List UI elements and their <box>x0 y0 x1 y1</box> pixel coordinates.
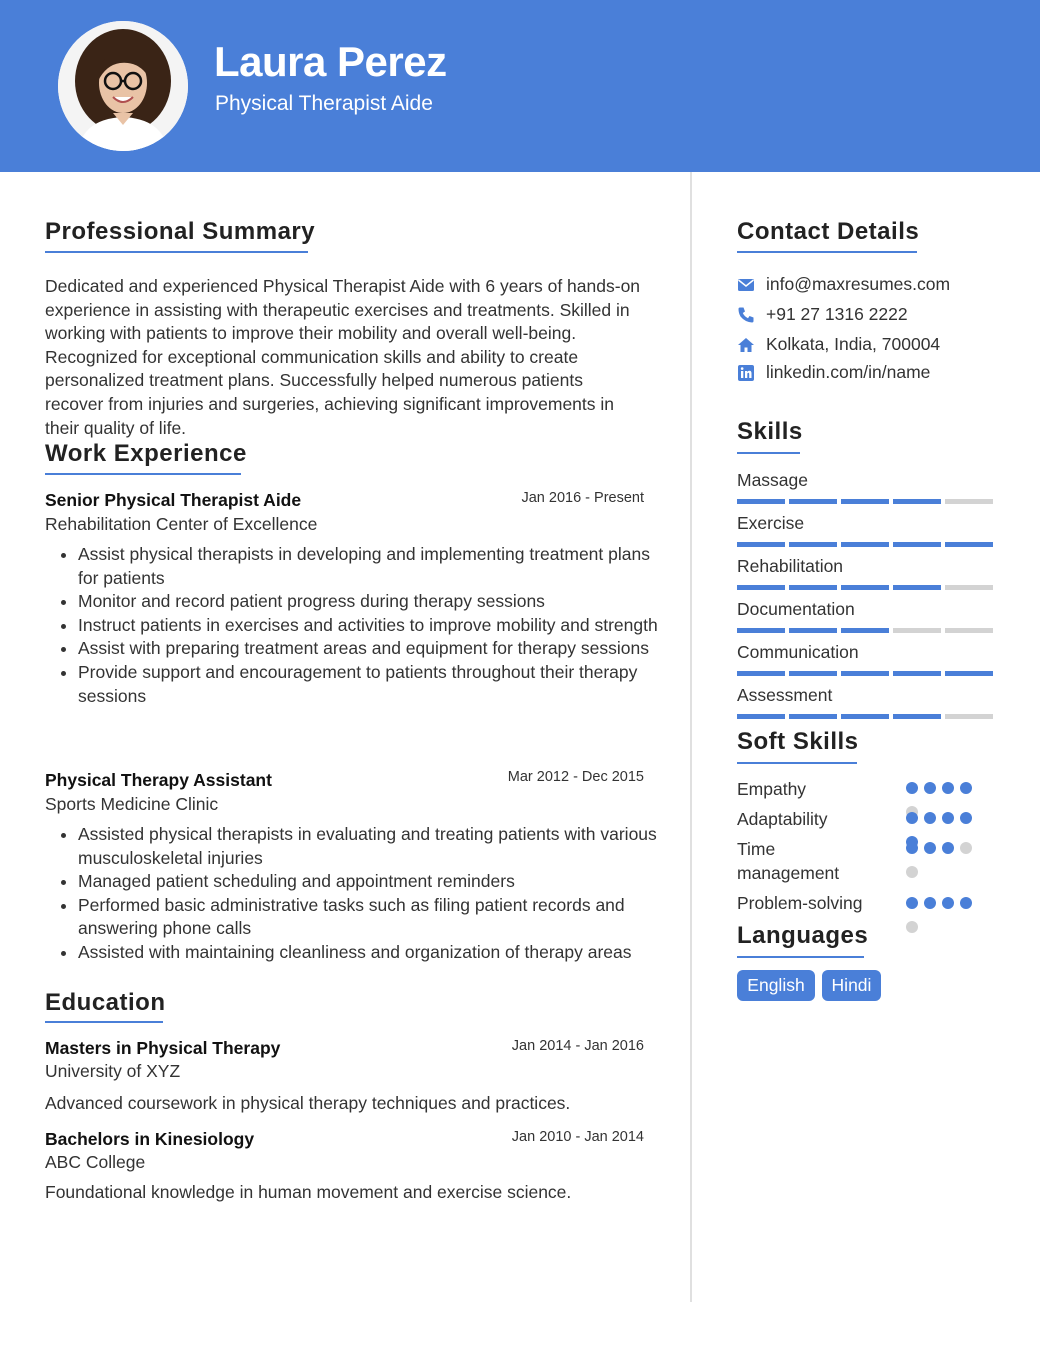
linkedin-text[interactable]: linkedin.com/in/name <box>766 362 931 382</box>
job-dates: Mar 2012 - Dec 2015 <box>507 769 644 785</box>
candidate-name: Laura Perez <box>214 38 447 85</box>
education-description: Advanced coursework in physical therapy techniques and practices. <box>45 1093 571 1113</box>
job-dates: Jan 2016 - Present <box>521 490 644 506</box>
list-item: • Managed patient scheduling and appointment reminders <box>78 870 668 894</box>
skill-level-segment <box>841 714 889 719</box>
rating-dot <box>942 782 954 794</box>
skill-name: Rehabilitation <box>737 556 844 576</box>
languages-underline <box>737 956 864 958</box>
skill-level-segment <box>945 714 993 719</box>
skill-level-segment <box>789 585 837 590</box>
school-name: ABC College <box>45 1152 146 1172</box>
rating-dot <box>906 897 918 909</box>
skill-level-segment <box>945 671 993 676</box>
job-title: Senior Physical Therapist Aide <box>45 490 302 510</box>
skill-level-segment <box>841 628 889 633</box>
soft-skills-underline <box>737 762 857 764</box>
experience-heading: Work Experience <box>45 440 247 467</box>
skill-level-segment <box>893 499 941 504</box>
skill-level-bar <box>737 671 994 676</box>
education-underline <box>45 1021 163 1023</box>
job-responsibilities <box>45 823 668 965</box>
skill-level-segment <box>841 499 889 504</box>
job-responsibilities <box>45 543 668 708</box>
skill-name: Massage <box>737 470 809 490</box>
education-description: Foundational knowledge in human movement and exercise science. <box>45 1182 572 1202</box>
list-item: • Monitor and record patient progress during therapy sessions <box>78 590 668 614</box>
rating-dot <box>906 812 918 824</box>
rating-dot <box>924 897 936 909</box>
soft-skill-name: Problem-solving <box>737 893 863 913</box>
list-item: • Performed basic administrative tasks such as filing patient records and answering phone calls <box>78 894 668 941</box>
rating-dot <box>906 866 918 878</box>
skill-level-bar <box>737 628 994 633</box>
skill-level-segment <box>789 499 837 504</box>
skill-level-segment <box>945 499 993 504</box>
summary-text: Dedicated and experienced Physical Therapist Aide with 6 years of hands-on experience in assisting with therapeutic exercises and treatments. Skilled in working with patients to improve their mobility and overall well-being. Recognized for exceptional communication skills and ability to create personalized treatment plans. Successfully helped numerous patients recover from injuries and surgeries, achieving significant improvements in their quality of life. <box>45 276 641 438</box>
skill-level-bar <box>737 585 994 590</box>
skill-level-segment <box>789 671 837 676</box>
experience-underline <box>45 473 241 475</box>
skill-level-bar <box>737 542 994 547</box>
rating-dot <box>924 842 936 854</box>
skill-level-segment <box>945 628 993 633</box>
contact-heading: Contact Details <box>737 218 920 245</box>
skill-level-segment <box>737 542 785 547</box>
job-title: Physical Therapy Assistant <box>45 770 272 790</box>
rating-dot <box>924 782 936 794</box>
school-name: University of XYZ <box>45 1061 181 1081</box>
soft-skill-name: Adaptability <box>737 809 828 829</box>
list-item: • Provide support and encouragement to patients throughout their therapy sessions <box>78 661 668 708</box>
rating-dot <box>960 842 972 854</box>
soft-skill-name: Empathy <box>737 779 807 799</box>
skill-level-segment <box>737 585 785 590</box>
skill-level-segment <box>737 714 785 719</box>
rating-dot <box>906 921 918 933</box>
home-icon <box>737 336 755 354</box>
envelope-icon <box>737 276 755 294</box>
rating-dot <box>960 782 972 794</box>
phone-text[interactable]: +91 27 1316 2222 <box>766 304 908 324</box>
skill-level-segment <box>841 542 889 547</box>
skill-name: Documentation <box>737 599 855 619</box>
skill-level-segment <box>789 714 837 719</box>
candidate-title: Physical Therapist Aide <box>215 92 433 115</box>
rating-dot <box>906 782 918 794</box>
column-divider <box>690 172 692 1302</box>
skill-level-segment <box>841 585 889 590</box>
education-dates: Jan 2014 - Jan 2016 <box>511 1038 644 1054</box>
soft-skill-name: Time management <box>737 839 840 883</box>
list-item: • Assist physical therapists in developing and implementing treatment plans for patients <box>78 543 668 590</box>
skill-name: Communication <box>737 642 859 662</box>
skill-level-segment <box>945 585 993 590</box>
skills-heading: Skills <box>737 418 803 445</box>
rating-dot <box>942 897 954 909</box>
skill-level-segment <box>893 628 941 633</box>
profile-photo <box>58 21 188 151</box>
degree-title: Masters in Physical Therapy <box>45 1038 281 1058</box>
skill-level-segment <box>893 585 941 590</box>
skill-level-segment <box>737 671 785 676</box>
skill-level-segment <box>945 542 993 547</box>
rating-dot <box>906 842 918 854</box>
soft-skill-rating <box>906 897 986 937</box>
education-heading: Education <box>45 989 166 1016</box>
list-item: • Assisted with maintaining cleanliness and organization of therapy areas <box>78 941 668 965</box>
location-text: Kolkata, India, 700004 <box>766 334 941 354</box>
skills-underline <box>737 452 800 454</box>
skill-level-segment <box>893 714 941 719</box>
soft-skills-heading: Soft Skills <box>737 728 859 755</box>
job-employer: Rehabilitation Center of Excellence <box>45 514 318 534</box>
job-employer: Sports Medicine Clinic <box>45 794 219 814</box>
summary-heading: Professional Summary <box>45 218 316 245</box>
skill-level-segment <box>789 542 837 547</box>
skill-level-segment <box>893 671 941 676</box>
skill-level-segment <box>893 542 941 547</box>
skill-level-bar <box>737 499 994 504</box>
skill-level-segment <box>737 499 785 504</box>
rating-dot <box>942 812 954 824</box>
rating-dot <box>960 897 972 909</box>
soft-skill-rating <box>906 842 986 882</box>
email-text[interactable]: info@maxresumes.com <box>766 274 951 294</box>
skill-name: Assessment <box>737 685 833 705</box>
avatar-illustration <box>58 21 188 151</box>
resume-header <box>0 0 1040 172</box>
rating-dot <box>924 812 936 824</box>
list-item: • Assisted physical therapists in evaluating and treating patients with various musculoskeletal injuries <box>78 823 668 870</box>
skill-level-segment <box>737 628 785 633</box>
skill-level-segment <box>841 671 889 676</box>
skill-level-segment <box>789 628 837 633</box>
list-item: • Instruct patients in exercises and activities to improve mobility and strength <box>78 614 668 638</box>
list-item: • Assist with preparing treatment areas and equipment for therapy sessions <box>78 637 668 661</box>
degree-title: Bachelors in Kinesiology <box>45 1129 255 1149</box>
summary-underline <box>45 251 308 253</box>
skill-level-bar <box>737 714 994 719</box>
linkedin-icon <box>737 364 755 382</box>
rating-dot <box>942 842 954 854</box>
education-dates: Jan 2010 - Jan 2014 <box>511 1129 644 1145</box>
phone-icon <box>737 306 755 324</box>
contact-underline <box>737 251 917 253</box>
rating-dot <box>960 812 972 824</box>
languages-heading: Languages <box>737 922 869 949</box>
language-badge: English <box>737 970 815 1001</box>
skill-name: Exercise <box>737 513 805 533</box>
language-badge: Hindi <box>822 970 881 1001</box>
